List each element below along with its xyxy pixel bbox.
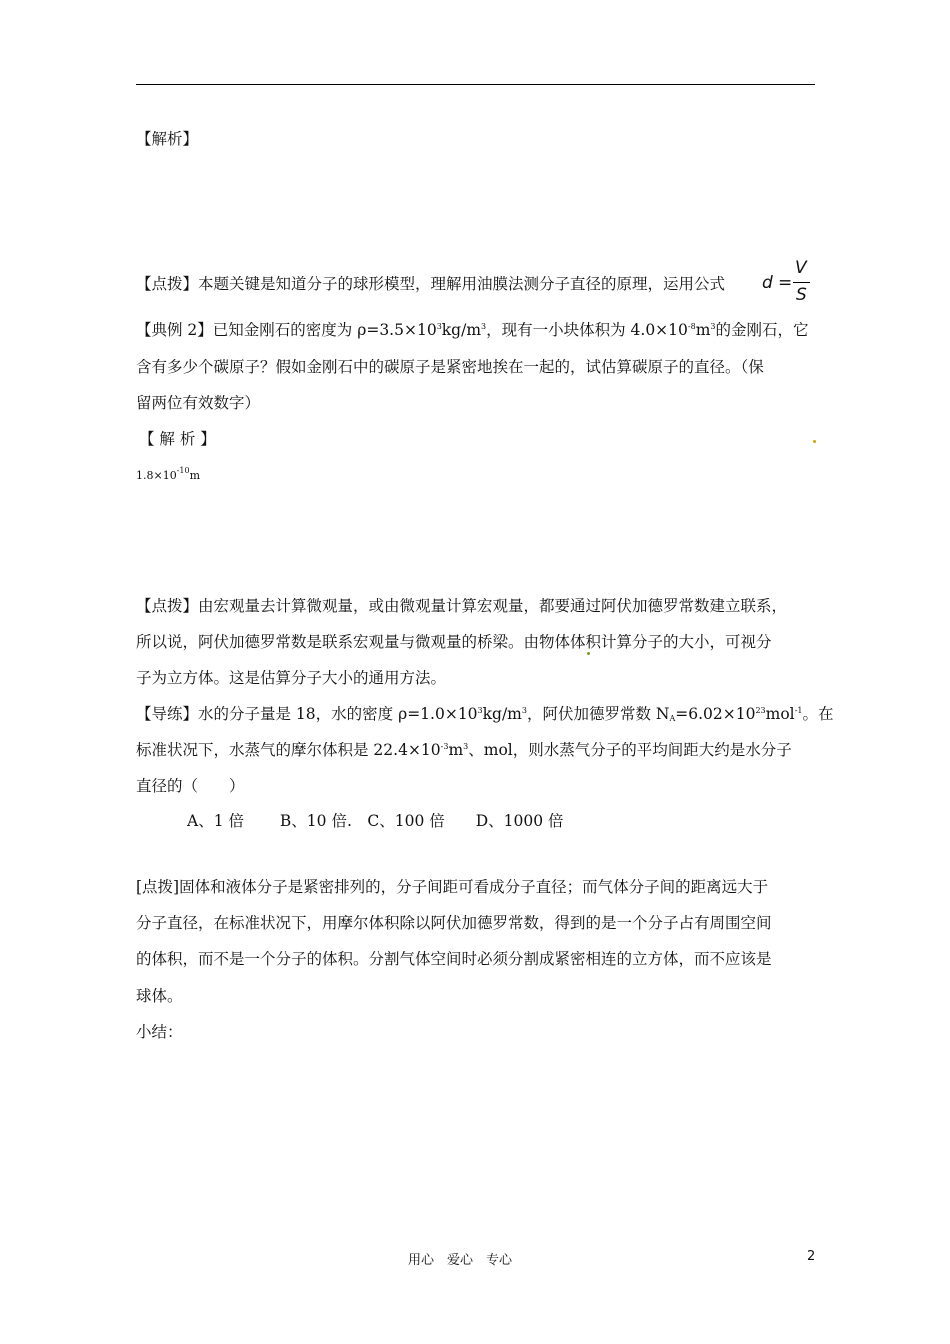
exercise-line-2: 标准状况下，水蒸气的摩尔体积是 $22.4\times 10^{-3}m^3$、mol，则水蒸气分子的平均间距大约是水分子: [136, 741, 792, 759]
page-footer: 用心 爱心 专心: [408, 1253, 513, 1268]
exercise-line-1: 【导练】水的分子量是 18，水的密度 $\rho=1.0\times 10^3kg/m^3$，阿伏加德罗常数 $N_A=6.02\times 10^{23}mol^{-1}$。在: [136, 705, 834, 723]
example-2-line-3: 留两位有效数字）: [136, 394, 261, 412]
tip-2-line-2: 所以说，阿伏加德罗常数是联系宏观量与微观量的桥梁。由物体体积计算分子的大小，可视分: [136, 633, 772, 651]
example-2-line-2: 含有多少个碳原子？假如金刚石中的碳原子是紧密地挨在一起的，试估算碳原子的直径。（保: [136, 358, 764, 376]
formula-equals: =: [778, 273, 793, 293]
formula-d-equals-v-over-s: [762, 258, 816, 306]
formula-numerator: V: [795, 258, 807, 278]
header-rule: [136, 84, 815, 85]
exercise-line-3: 直径的（ ）: [136, 777, 245, 795]
tip-3-line-3: 的体积，而不是一个分子的体积。分割气体空间时必须分割成紧密相连的立方体，而不应该是: [136, 950, 772, 968]
answer-value: $1.8\times 10^{-10}m$: [136, 466, 201, 482]
tip-2-line-3: 子为立方体。这是估算分子大小的通用方法。: [136, 669, 447, 687]
fraction-bar: [793, 282, 810, 283]
tip-3-line-4: 球体。: [136, 987, 183, 1005]
analysis-heading-1: 【解析】: [136, 130, 199, 148]
formula-lhs: d: [762, 273, 773, 293]
example-2-line-1: 【典例 2】已知金刚石的密度为 $\rho=3.5\times 10^3kg/m^3$，现有一小块体积为 $4.0\times 10^{-8}m^3$的金刚石，它: [136, 321, 809, 339]
tip-1: 【点拨】本题关键是知道分子的球形模型，理解用油膜法测分子直径的原理，运用公式: [136, 275, 726, 293]
summary-label: 小结：: [136, 1023, 183, 1041]
stray-dot-mark-2: [587, 652, 590, 655]
tip-3-line-1: [点拨]固体和液体分子是紧密排列的，分子间距可看成分子直径；而气体分子间的距离远大于: [136, 878, 769, 896]
stray-dot-mark: [813, 440, 816, 443]
formula-denominator: S: [796, 285, 807, 305]
tip-2-line-1: 【点拨】由宏观量去计算微观量，或由微观量计算宏观量，都要通过阿伏加德罗常数建立联系，: [136, 597, 788, 615]
analysis-heading-2: 【 解 析 】: [139, 430, 216, 448]
page-number: 2: [807, 1249, 816, 1264]
exercise-options: A、1 倍 B、10 倍. C、100 倍 D、1000 倍: [187, 812, 564, 830]
tip-3-line-2: 分子直径，在标准状况下，用摩尔体积除以阿伏加德罗常数，得到的是一个分子占有周围空间: [136, 914, 772, 932]
